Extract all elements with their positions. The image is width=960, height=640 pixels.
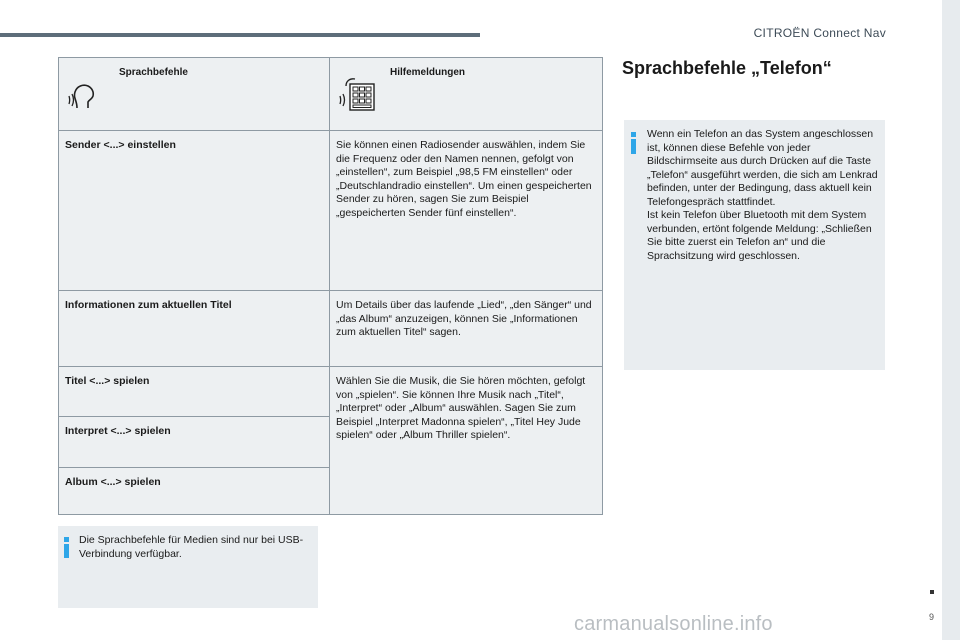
page-marker — [930, 590, 934, 594]
command-cell: Interpret <...> spielen — [59, 417, 330, 468]
help-cell: Wählen Sie die Musik, die Sie hören möchten, gefolgt von „spielen“. Sie können Ihre Musik nach „Titel“, „Interpret“ oder „Album“ auswählen. Sagen Sie zum Beispiel „Interpret Madonna spielen“, „Titel Hey Jude spielen“ oder „Album Thriller spielen“. — [330, 367, 603, 515]
command-cell: Titel <...> spielen — [59, 367, 330, 417]
col-header-help — [330, 58, 603, 131]
col-header-commands — [59, 58, 330, 131]
command-cell: Album <...> spielen — [59, 468, 330, 515]
col-header-commands-label: Sprachbefehle — [119, 67, 188, 78]
command-cell: Informationen zum aktuellen Titel — [59, 291, 330, 367]
usb-note-text: Die Sprachbefehle für Medien sind nur bei USB-Verbindung verfügbar. — [79, 534, 304, 560]
telephone-note-box — [624, 120, 885, 370]
sidebar-strip — [942, 0, 960, 640]
table-row — [59, 131, 603, 291]
watermark: carmanualsonline.info — [574, 613, 773, 635]
help-cell: Um Details über das laufende „Lied“, „den Sänger“ und „das Album“ anzuzeigen, können Sie „Informationen zum aktuellen Titel“ sagen. — [330, 291, 603, 367]
info-icon — [631, 139, 636, 154]
command-cell: Sender <...> einstellen — [59, 131, 330, 291]
telephone-note-paragraph-2: Ist kein Telefon über Bluetooth mit dem System verbunden, ertönt folgende Meldung: „Schließen Sie bitte zuerst ein Telefon an“ und die Sprachsitzung wird geschlossen. — [647, 209, 872, 262]
brand-label: CITROËN Connect Nav — [753, 26, 886, 40]
page-number: 9 — [928, 612, 934, 622]
usb-note-box — [58, 526, 318, 608]
info-icon — [64, 544, 69, 558]
voice-help-icon — [338, 74, 378, 114]
telephone-note-paragraph-1: Wenn ein Telefon an das System angeschlossen ist, können diese Befehle von jeder Bildschirmseite aus durch Drücken auf die Taste „Telefon“ ausgeführt werden, die sich am Lenkrad befinden, unter der Bedingung, dass aktuell kein Telefongespräch stattfindet. — [647, 128, 878, 208]
voice-command-icon — [67, 74, 103, 110]
table-row — [59, 367, 603, 417]
telephone-note-text — [647, 128, 879, 263]
table-header-row — [59, 58, 603, 131]
table-row — [59, 291, 603, 367]
section-title: Sprachbefehle „Telefon“ — [622, 58, 832, 78]
top-rule — [0, 33, 480, 37]
col-header-help-label: Hilfemeldungen — [390, 67, 466, 78]
voice-command-table — [58, 57, 603, 515]
help-cell: Sie können einen Radiosender auswählen, indem Sie die Frequenz oder den Namen nennen, gefolgt von „einstellen“, zum Beispiel „98,5 FM einstellen“ oder „Deutschlandradio einstellen“. Um einen gespeicherten Sender zu hören, sagen Sie zum Beispiel „gespeicherten Sender fünf einstellen“. — [330, 131, 603, 291]
